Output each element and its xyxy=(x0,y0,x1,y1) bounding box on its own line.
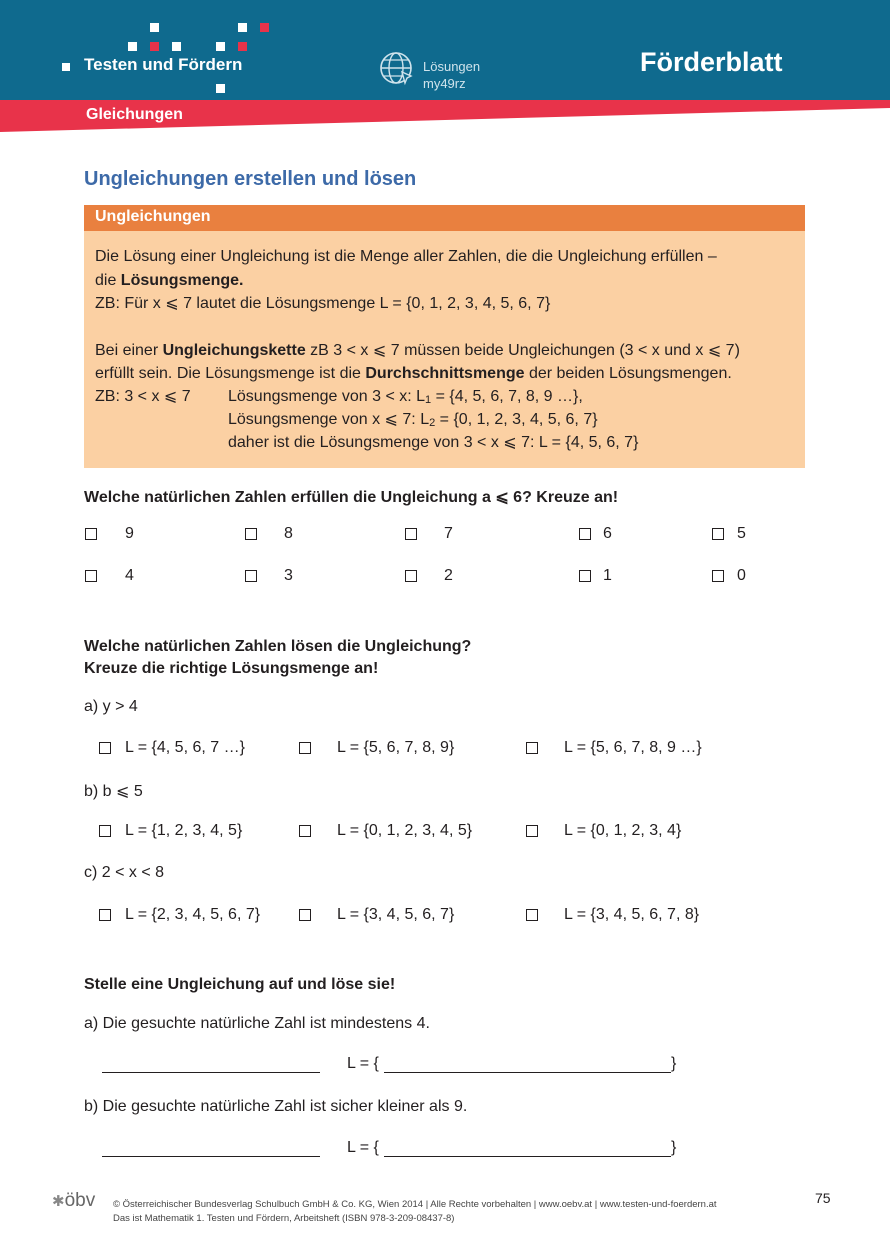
infobox-heading-text: Ungleichungen xyxy=(95,208,211,225)
asterisk-icon: ✱ xyxy=(52,1193,65,1210)
infobox-line: Bei einer Ungleichungskette zB 3 < x ⩽ 7 müssen beide Ungleichungen (3 < x und x ⩽ 7) xyxy=(95,342,740,359)
topic-label: Gleichungen xyxy=(86,106,183,123)
checkbox[interactable] xyxy=(85,570,97,582)
infobox-line: Die Lösung einer Ungleichung ist die Menge aller Zahlen, die die Ungleichung erfüllen – xyxy=(95,248,717,265)
checkbox[interactable] xyxy=(712,570,724,582)
subtask-text: a) Die gesuchte natürliche Zahl ist mindestens 4. xyxy=(84,1015,430,1032)
checkbox[interactable] xyxy=(579,528,591,540)
page-title: Ungleichungen erstellen und lösen xyxy=(84,168,417,190)
example-label: ZB: 3 < x ⩽ 7 xyxy=(95,388,191,405)
checkbox[interactable] xyxy=(526,742,538,754)
task2-question: Welche natürlichen Zahlen lösen die Ungleichung? xyxy=(84,638,472,655)
set-open: L = { xyxy=(347,1139,379,1156)
option-label: L = {4, 5, 6, 7 …} xyxy=(125,739,245,756)
option-label: 3 xyxy=(284,567,293,584)
brand-bullet xyxy=(62,63,70,71)
task1-question: Welche natürlichen Zahlen erfüllen die Ungleichung a ⩽ 6? Kreuze an! xyxy=(84,489,619,506)
option-label: 6 xyxy=(603,525,612,542)
checkbox[interactable] xyxy=(85,528,97,540)
logo-square xyxy=(238,23,247,32)
option-label: L = {1, 2, 3, 4, 5} xyxy=(125,822,243,839)
infobox-line: erfüllt sein. Die Lösungsmenge ist die Durchschnittsmenge der beiden Lösungsmengen. xyxy=(95,365,732,382)
task2-question: Kreuze die richtige Lösungsmenge an! xyxy=(84,660,379,677)
option-label: L = {5, 6, 7, 8, 9 …} xyxy=(564,739,702,756)
page-number: 75 xyxy=(815,1190,831,1206)
brand-name: Testen und Fördern xyxy=(84,55,243,74)
set-close: } xyxy=(671,1139,677,1156)
publisher-logo: ✱öbv xyxy=(52,1190,96,1211)
option-label: L = {5, 6, 7, 8, 9} xyxy=(337,739,455,756)
answer-line[interactable] xyxy=(102,1072,320,1073)
sheet-type: Förderblatt xyxy=(640,47,783,77)
set-open: L = { xyxy=(347,1055,379,1072)
checkbox[interactable] xyxy=(299,909,311,921)
subtask-label: b) b ⩽ 5 xyxy=(84,783,143,800)
logo-square xyxy=(128,42,137,51)
option-label: 7 xyxy=(444,525,453,542)
solutions-code: my49rz xyxy=(423,76,466,91)
option-label: L = {3, 4, 5, 6, 7} xyxy=(337,906,455,923)
subtask-label: a) y > 4 xyxy=(84,698,138,715)
infobox-heading xyxy=(84,205,805,231)
checkbox[interactable] xyxy=(99,825,111,837)
option-label: L = {2, 3, 4, 5, 6, 7} xyxy=(125,906,261,923)
checkbox[interactable] xyxy=(99,909,111,921)
option-label: 4 xyxy=(125,567,134,584)
option-label: 0 xyxy=(737,567,746,584)
checkbox[interactable] xyxy=(245,570,257,582)
logo-square xyxy=(172,42,181,51)
infobox-line: die Lösungsmenge. xyxy=(95,272,244,289)
option-label: L = {3, 4, 5, 6, 7, 8} xyxy=(564,906,700,923)
checkbox[interactable] xyxy=(526,825,538,837)
checkbox[interactable] xyxy=(579,570,591,582)
infobox xyxy=(84,231,805,468)
option-label: 9 xyxy=(125,525,134,542)
infobox-line: ZB: Für x ⩽ 7 lautet die Lösungsmenge L = {0, 1, 2, 3, 4, 5, 6, 7} xyxy=(95,295,551,312)
example-line: Lösungsmenge von x ⩽ 7: $L_2 = \{0$, 1, 2, 3, 4, 5, 6, 7} xyxy=(228,411,598,429)
checkbox[interactable] xyxy=(526,909,538,921)
example-line: daher ist die Lösungsmenge von 3 < x ⩽ 7: L = {4, 5, 6, 7} xyxy=(228,434,639,451)
option-label: 8 xyxy=(284,525,293,542)
logo-square xyxy=(150,23,159,32)
book-text: Das ist Mathematik 1. Testen und Fördern, Arbeitsheft (ISBN 978-3-209-08437-8) xyxy=(113,1213,455,1224)
checkbox[interactable] xyxy=(299,742,311,754)
checkbox[interactable] xyxy=(712,528,724,540)
logo-square xyxy=(216,42,225,51)
set-close: } xyxy=(671,1055,677,1072)
globe-icon[interactable] xyxy=(378,50,414,86)
checkbox[interactable] xyxy=(405,570,417,582)
option-label: L = {0, 1, 2, 3, 4} xyxy=(564,822,682,839)
copyright-text: © Österreichischer Bundesverlag Schulbuch GmbH & Co. KG, Wien 2014 | Alle Rechte vorbehalten | www.oebv.at | www.testen-und-foerdern.at xyxy=(113,1199,717,1210)
subtask-text: b) Die gesuchte natürliche Zahl ist sicher kleiner als 9. xyxy=(84,1098,468,1115)
answer-line[interactable] xyxy=(102,1156,320,1157)
answer-line[interactable] xyxy=(384,1156,671,1157)
checkbox[interactable] xyxy=(299,825,311,837)
option-label: 1 xyxy=(603,567,612,584)
example-line: Lösungsmenge von 3 < x: $L_1 = \{4$, 5, 6, 7, 8, 9 …}, xyxy=(228,388,583,406)
option-label: 2 xyxy=(444,567,453,584)
checkbox[interactable] xyxy=(245,528,257,540)
logo-square xyxy=(238,42,247,51)
option-label: 5 xyxy=(737,525,746,542)
subtask-label: c) 2 < x < 8 xyxy=(84,864,165,881)
logo-square xyxy=(260,23,269,32)
checkbox[interactable] xyxy=(99,742,111,754)
task3-question: Stelle eine Ungleichung auf und löse sie! xyxy=(84,976,396,993)
answer-line[interactable] xyxy=(384,1072,671,1073)
solutions-label[interactable]: Lösungen xyxy=(423,59,481,74)
logo-square xyxy=(216,84,225,93)
option-label: L = {0, 1, 2, 3, 4, 5} xyxy=(337,822,473,839)
checkbox[interactable] xyxy=(405,528,417,540)
logo-square xyxy=(150,42,159,51)
